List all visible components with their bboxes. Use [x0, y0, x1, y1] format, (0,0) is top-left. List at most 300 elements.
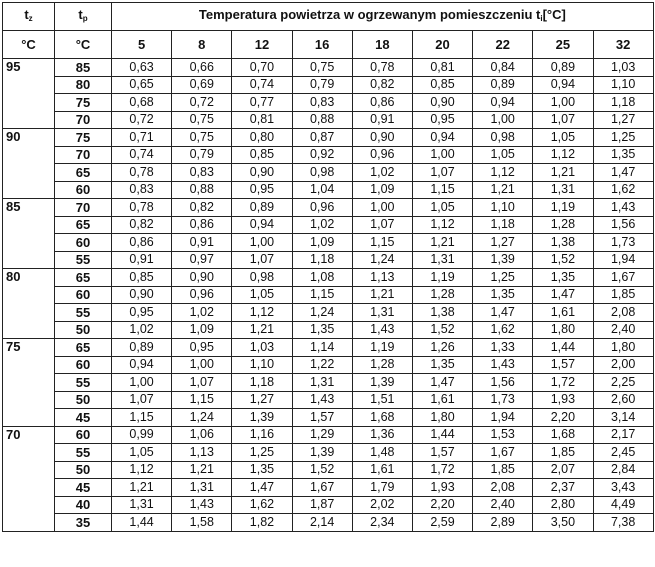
table-row [3, 216, 654, 234]
coefficient-cell: 0,82 [112, 216, 172, 234]
coefficient-cell: 1,85 [593, 286, 653, 304]
tz-value: 80 [3, 269, 55, 339]
coefficient-cell: 1,19 [352, 339, 412, 357]
coefficient-cell: 0,89 [473, 76, 533, 94]
tp-value: 70 [55, 146, 112, 164]
coefficient-cell: 1,07 [352, 216, 412, 234]
coefficient-cell: 0,82 [352, 76, 412, 94]
coefficient-cell: 0,79 [172, 146, 232, 164]
coefficient-cell: 1,27 [232, 391, 292, 409]
coefficient-cell: 1,94 [593, 251, 653, 269]
coefficient-cell: 0,86 [112, 234, 172, 252]
coefficient-cell: 1,19 [412, 269, 472, 287]
table-row [3, 304, 654, 322]
coefficient-cell: 1,13 [172, 444, 232, 462]
coefficient-cell: 0,90 [172, 269, 232, 287]
coefficient-cell: 0,96 [352, 146, 412, 164]
coefficient-cell: 0,94 [412, 129, 472, 147]
coefficient-cell: 1,82 [232, 514, 292, 532]
coefficient-cell: 1,05 [412, 199, 472, 217]
table-row [3, 164, 654, 182]
coefficient-cell: 1,00 [412, 146, 472, 164]
coefficient-cell: 1,19 [533, 199, 593, 217]
coefficient-cell: 1,43 [473, 356, 533, 374]
coefficient-cell: 0,75 [292, 59, 352, 77]
coefficient-cell: 1,33 [473, 339, 533, 357]
coefficient-cell: 1,31 [172, 479, 232, 497]
coefficient-cell: 0,98 [473, 129, 533, 147]
coefficient-cell: 0,71 [112, 129, 172, 147]
coefficient-cell: 1,25 [473, 269, 533, 287]
coefficient-cell: 1,47 [533, 286, 593, 304]
coefficient-cell: 1,15 [292, 286, 352, 304]
coefficient-cell: 1,47 [593, 164, 653, 182]
coefficient-cell: 0,91 [172, 234, 232, 252]
coefficient-cell: 1,15 [172, 391, 232, 409]
table-row [3, 59, 654, 77]
coefficient-cell: 1,36 [352, 426, 412, 444]
coefficient-cell: 1,12 [533, 146, 593, 164]
tp-value: 35 [55, 514, 112, 532]
table-row [3, 479, 654, 497]
coefficient-cell: 2,59 [412, 514, 472, 532]
coefficient-cell: 0,74 [232, 76, 292, 94]
coefficient-cell: 3,50 [533, 514, 593, 532]
coefficient-cell: 1,15 [352, 234, 412, 252]
header-temperature: 22 [473, 31, 533, 59]
tp-value: 40 [55, 496, 112, 514]
coefficient-cell: 2,25 [593, 374, 653, 392]
coefficient-cell: 1,14 [292, 339, 352, 357]
coefficient-cell: 1,85 [473, 461, 533, 479]
coefficient-cell: 1,39 [232, 409, 292, 427]
coefficient-cell: 1,62 [593, 181, 653, 199]
tz-value: 85 [3, 199, 55, 269]
coefficient-cell: 0,89 [232, 199, 292, 217]
table-row [3, 111, 654, 129]
coefficient-cell: 1,28 [533, 216, 593, 234]
coefficient-cell: 0,90 [232, 164, 292, 182]
coefficient-cell: 2,40 [593, 321, 653, 339]
coefficient-cell: 0,94 [232, 216, 292, 234]
coefficient-cell: 1,87 [292, 496, 352, 514]
coefficient-cell: 0,75 [172, 111, 232, 129]
coefficient-cell: 1,38 [412, 304, 472, 322]
coefficient-cell: 1,24 [292, 304, 352, 322]
coefficient-cell: 1,47 [232, 479, 292, 497]
coefficient-cell: 1,80 [412, 409, 472, 427]
coefficient-cell: 1,21 [232, 321, 292, 339]
coefficient-cell: 0,75 [172, 129, 232, 147]
coefficient-cell: 2,02 [352, 496, 412, 514]
coefficient-cell: 1,25 [232, 444, 292, 462]
table-row [3, 181, 654, 199]
coefficient-cell: 0,65 [112, 76, 172, 94]
coefficient-cell: 1,08 [292, 269, 352, 287]
table-row [3, 426, 654, 444]
coefficient-cell: 1,61 [352, 461, 412, 479]
coefficient-cell: 1,62 [473, 321, 533, 339]
tp-value: 60 [55, 356, 112, 374]
coefficient-cell: 1,39 [292, 444, 352, 462]
coefficient-cell: 0,78 [112, 164, 172, 182]
tp-value: 50 [55, 461, 112, 479]
coefficient-cell: 1,53 [473, 426, 533, 444]
coefficient-cell: 4,49 [593, 496, 653, 514]
table-row [3, 391, 654, 409]
header-temperature: 16 [292, 31, 352, 59]
coefficient-cell: 1,09 [352, 181, 412, 199]
coefficient-cell: 1,57 [412, 444, 472, 462]
table-row [3, 514, 654, 532]
coefficient-cell: 1,47 [473, 304, 533, 322]
coefficient-cell: 1,93 [533, 391, 593, 409]
coefficient-cell: 0,68 [112, 94, 172, 112]
coefficient-cell: 1,15 [112, 409, 172, 427]
coefficient-cell: 1,04 [292, 181, 352, 199]
coefficient-cell: 1,18 [593, 94, 653, 112]
coefficient-cell: 1,21 [172, 461, 232, 479]
coefficient-cell: 0,99 [112, 426, 172, 444]
table-row [3, 199, 654, 217]
coefficient-cell: 1,00 [533, 94, 593, 112]
coefficient-cell: 0,66 [172, 59, 232, 77]
coefficient-cell: 1,62 [232, 496, 292, 514]
coefficient-cell: 1,07 [232, 251, 292, 269]
tp-value: 45 [55, 479, 112, 497]
coefficient-cell: 1,06 [172, 426, 232, 444]
header-temperature: 25 [533, 31, 593, 59]
coefficient-cell: 1,73 [473, 391, 533, 409]
coefficient-cell: 0,94 [112, 356, 172, 374]
coefficient-cell: 1,15 [412, 181, 472, 199]
coefficient-cell: 1,31 [352, 304, 412, 322]
coefficient-cell: 1,94 [473, 409, 533, 427]
tp-value: 50 [55, 321, 112, 339]
coefficient-cell: 1,07 [412, 164, 472, 182]
tp-value: 85 [55, 59, 112, 77]
coefficient-cell: 2,89 [473, 514, 533, 532]
coefficient-cell: 1,93 [412, 479, 472, 497]
coefficient-cell: 0,90 [352, 129, 412, 147]
tp-value: 65 [55, 216, 112, 234]
coefficient-cell: 2,60 [593, 391, 653, 409]
tp-value: 60 [55, 426, 112, 444]
coefficient-cell: 3,14 [593, 409, 653, 427]
coefficient-table-sheet [2, 2, 653, 532]
coefficient-cell: 1,79 [352, 479, 412, 497]
coefficient-cell: 1,18 [292, 251, 352, 269]
coefficient-cell: 1,12 [473, 164, 533, 182]
coefficient-cell: 1,05 [533, 129, 593, 147]
coefficient-cell: 0,77 [232, 94, 292, 112]
coefficient-cell: 1,85 [533, 444, 593, 462]
coefficient-cell: 1,43 [352, 321, 412, 339]
coefficient-cell: 1,02 [292, 216, 352, 234]
coefficient-cell: 0,98 [232, 269, 292, 287]
coefficient-cell: 1,44 [112, 514, 172, 532]
header-temperature: 20 [412, 31, 472, 59]
coefficient-cell: 1,00 [352, 199, 412, 217]
coefficient-cell: 1,80 [533, 321, 593, 339]
header-title: Temperatura powietrza w ogrzewanym pomieszczeniu $t_i[^\circ C]$ [112, 3, 654, 31]
coefficient-cell: 1,35 [412, 356, 472, 374]
coefficient-cell: 1,21 [352, 286, 412, 304]
coefficient-cell: 1,24 [352, 251, 412, 269]
coefficient-cell: 0,85 [412, 76, 472, 94]
table-row [3, 76, 654, 94]
coefficient-cell: 1,27 [593, 111, 653, 129]
coefficient-cell: 1,72 [533, 374, 593, 392]
coefficient-cell: 0,97 [172, 251, 232, 269]
coefficient-cell: 0,86 [172, 216, 232, 234]
table-row [3, 234, 654, 252]
coefficient-cell: 2,37 [533, 479, 593, 497]
coefficient-cell: 1,56 [473, 374, 533, 392]
coefficient-cell: 2,40 [473, 496, 533, 514]
coefficient-cell: 1,43 [172, 496, 232, 514]
table-row [3, 339, 654, 357]
coefficient-cell: 1,02 [352, 164, 412, 182]
coefficient-cell: 1,48 [352, 444, 412, 462]
tp-value: 45 [55, 409, 112, 427]
coefficient-cell: 0,88 [172, 181, 232, 199]
coefficient-cell: 1,80 [593, 339, 653, 357]
header-row-title [3, 3, 654, 31]
coefficient-cell: 1,43 [593, 199, 653, 217]
coefficient-cell: 1,00 [112, 374, 172, 392]
tp-value: 65 [55, 164, 112, 182]
coefficient-cell: 1,24 [172, 409, 232, 427]
coefficient-cell: 0,81 [232, 111, 292, 129]
coefficient-cell: 1,18 [232, 374, 292, 392]
coefficient-cell: 7,38 [593, 514, 653, 532]
coefficient-cell: 0,85 [232, 146, 292, 164]
coefficient-cell: 0,83 [292, 94, 352, 112]
coefficient-cell: 1,13 [352, 269, 412, 287]
coefficient-cell: 0,78 [352, 59, 412, 77]
header-temperature: 8 [172, 31, 232, 59]
tp-value: 65 [55, 339, 112, 357]
coefficient-cell: 1,35 [593, 146, 653, 164]
table-row [3, 356, 654, 374]
header-temperature: 12 [232, 31, 292, 59]
coefficient-cell: 1,16 [232, 426, 292, 444]
coefficient-cell: 1,00 [473, 111, 533, 129]
tp-value: 70 [55, 111, 112, 129]
coefficient-cell: 1,03 [593, 59, 653, 77]
table-row [3, 374, 654, 392]
tp-value: 60 [55, 286, 112, 304]
coefficient-cell: 0,87 [292, 129, 352, 147]
coefficient-cell: 1,10 [473, 199, 533, 217]
coefficient-cell: 2,84 [593, 461, 653, 479]
coefficient-cell: 0,90 [412, 94, 472, 112]
coefficient-cell: 1,39 [352, 374, 412, 392]
coefficient-cell: 0,82 [172, 199, 232, 217]
coefficient-cell: 0,88 [292, 111, 352, 129]
coefficient-cell: 0,72 [112, 111, 172, 129]
coefficient-cell: 0,89 [112, 339, 172, 357]
coefficient-cell: 0,83 [172, 164, 232, 182]
coefficient-cell: 0,79 [292, 76, 352, 94]
table-row [3, 286, 654, 304]
coefficient-cell: 0,70 [232, 59, 292, 77]
coefficient-cell: 2,14 [292, 514, 352, 532]
coefficient-cell: 1,43 [292, 391, 352, 409]
coefficient-cell: 1,10 [232, 356, 292, 374]
coefficient-cell: 0,90 [112, 286, 172, 304]
coefficient-cell: 1,29 [292, 426, 352, 444]
coefficient-cell: 0,83 [112, 181, 172, 199]
coefficient-cell: 1,12 [412, 216, 472, 234]
coefficient-cell: 0,92 [292, 146, 352, 164]
table-body [3, 59, 654, 532]
coefficient-cell: 1,38 [533, 234, 593, 252]
tp-value: 55 [55, 374, 112, 392]
tp-value: 80 [55, 76, 112, 94]
coefficient-cell: 1,35 [292, 321, 352, 339]
coefficient-cell: 2,07 [533, 461, 593, 479]
tp-value: 75 [55, 129, 112, 147]
coefficient-cell: 1,52 [412, 321, 472, 339]
coefficient-cell: 1,02 [112, 321, 172, 339]
coefficient-cell: 1,05 [112, 444, 172, 462]
coefficient-cell: 0,78 [112, 199, 172, 217]
tp-value: 55 [55, 444, 112, 462]
table-row [3, 496, 654, 514]
coefficient-cell: 1,61 [412, 391, 472, 409]
tp-value: 60 [55, 181, 112, 199]
coefficient-cell: 1,52 [533, 251, 593, 269]
coefficient-cell: 0,85 [112, 269, 172, 287]
coefficient-cell: 1,31 [112, 496, 172, 514]
coefficient-cell: 0,91 [112, 251, 172, 269]
coefficient-cell: 1,31 [533, 181, 593, 199]
coefficient-cell: 1,72 [412, 461, 472, 479]
coefficient-cell: 1,44 [412, 426, 472, 444]
coefficient-cell: 1,56 [593, 216, 653, 234]
coefficient-cell: 0,80 [232, 129, 292, 147]
coefficient-cell: 1,00 [172, 356, 232, 374]
coefficient-cell: 1,07 [172, 374, 232, 392]
coefficient-cell: 1,31 [412, 251, 472, 269]
coefficient-cell: 1,28 [412, 286, 472, 304]
coefficient-cell: 1,22 [292, 356, 352, 374]
coefficient-cell: 1,67 [292, 479, 352, 497]
header-tz: $t_z$ [3, 3, 55, 31]
tp-value: 70 [55, 199, 112, 217]
header-tp: $t_p$ [55, 3, 112, 31]
coefficient-cell: 1,07 [533, 111, 593, 129]
coefficient-cell: 0,69 [172, 76, 232, 94]
coefficient-cell: 2,17 [593, 426, 653, 444]
coefficient-cell: 1,12 [112, 461, 172, 479]
coefficient-cell: 1,68 [533, 426, 593, 444]
tz-value: 95 [3, 59, 55, 129]
coefficient-cell: 1,05 [473, 146, 533, 164]
header-temperature: 32 [593, 31, 653, 59]
coefficient-cell: 1,35 [533, 269, 593, 287]
coefficient-cell: 0,95 [112, 304, 172, 322]
coefficient-cell: 1,35 [473, 286, 533, 304]
coefficient-cell: 1,18 [473, 216, 533, 234]
tz-value: 70 [3, 426, 55, 531]
tp-value: 55 [55, 304, 112, 322]
table-row [3, 251, 654, 269]
coefficient-cell: 1,26 [412, 339, 472, 357]
coefficient-cell: 2,34 [352, 514, 412, 532]
coefficient-cell: 1,67 [473, 444, 533, 462]
coefficient-cell: 1,44 [533, 339, 593, 357]
coefficient-cell: 1,09 [292, 234, 352, 252]
coefficient-cell: 0,91 [352, 111, 412, 129]
coefficient-cell: 0,81 [412, 59, 472, 77]
coefficient-cell: 2,80 [533, 496, 593, 514]
tp-value: 60 [55, 234, 112, 252]
coefficient-cell: 2,20 [412, 496, 472, 514]
coefficient-cell: 1,57 [292, 409, 352, 427]
coefficient-cell: 1,25 [593, 129, 653, 147]
coefficient-cell: 0,86 [352, 94, 412, 112]
coefficient-cell: 0,74 [112, 146, 172, 164]
coefficient-cell: 0,95 [232, 181, 292, 199]
coefficient-cell: 1,52 [292, 461, 352, 479]
header-temperature: 5 [112, 31, 172, 59]
coefficient-cell: 3,43 [593, 479, 653, 497]
coefficient-cell: 0,63 [112, 59, 172, 77]
coefficient-table [2, 2, 654, 532]
coefficient-cell: 1,21 [412, 234, 472, 252]
coefficient-cell: 0,94 [533, 76, 593, 94]
coefficient-cell: 1,73 [593, 234, 653, 252]
header-temperature: 18 [352, 31, 412, 59]
header-tz-unit: °C [3, 31, 55, 59]
coefficient-cell: 1,12 [232, 304, 292, 322]
tz-value: 75 [3, 339, 55, 427]
table-row [3, 269, 654, 287]
header-tp-unit: °C [55, 31, 112, 59]
coefficient-cell: 2,08 [473, 479, 533, 497]
coefficient-cell: 2,20 [533, 409, 593, 427]
coefficient-cell: 1,00 [232, 234, 292, 252]
table-row [3, 444, 654, 462]
table-row [3, 409, 654, 427]
coefficient-cell: 2,45 [593, 444, 653, 462]
coefficient-cell: 1,31 [292, 374, 352, 392]
coefficient-cell: 1,02 [172, 304, 232, 322]
coefficient-cell: 1,51 [352, 391, 412, 409]
coefficient-cell: 1,09 [172, 321, 232, 339]
table-row [3, 461, 654, 479]
tp-value: 75 [55, 94, 112, 112]
table-row [3, 321, 654, 339]
coefficient-cell: 1,21 [112, 479, 172, 497]
table-row [3, 146, 654, 164]
coefficient-cell: 1,07 [112, 391, 172, 409]
tp-value: 55 [55, 251, 112, 269]
coefficient-cell: 1,67 [593, 269, 653, 287]
coefficient-cell: 2,08 [593, 304, 653, 322]
coefficient-cell: 1,10 [593, 76, 653, 94]
coefficient-cell: 1,68 [352, 409, 412, 427]
tp-value: 50 [55, 391, 112, 409]
coefficient-cell: 0,95 [412, 111, 472, 129]
tp-value: 65 [55, 269, 112, 287]
coefficient-cell: 1,58 [172, 514, 232, 532]
coefficient-cell: 0,96 [172, 286, 232, 304]
coefficient-cell: 1,21 [533, 164, 593, 182]
